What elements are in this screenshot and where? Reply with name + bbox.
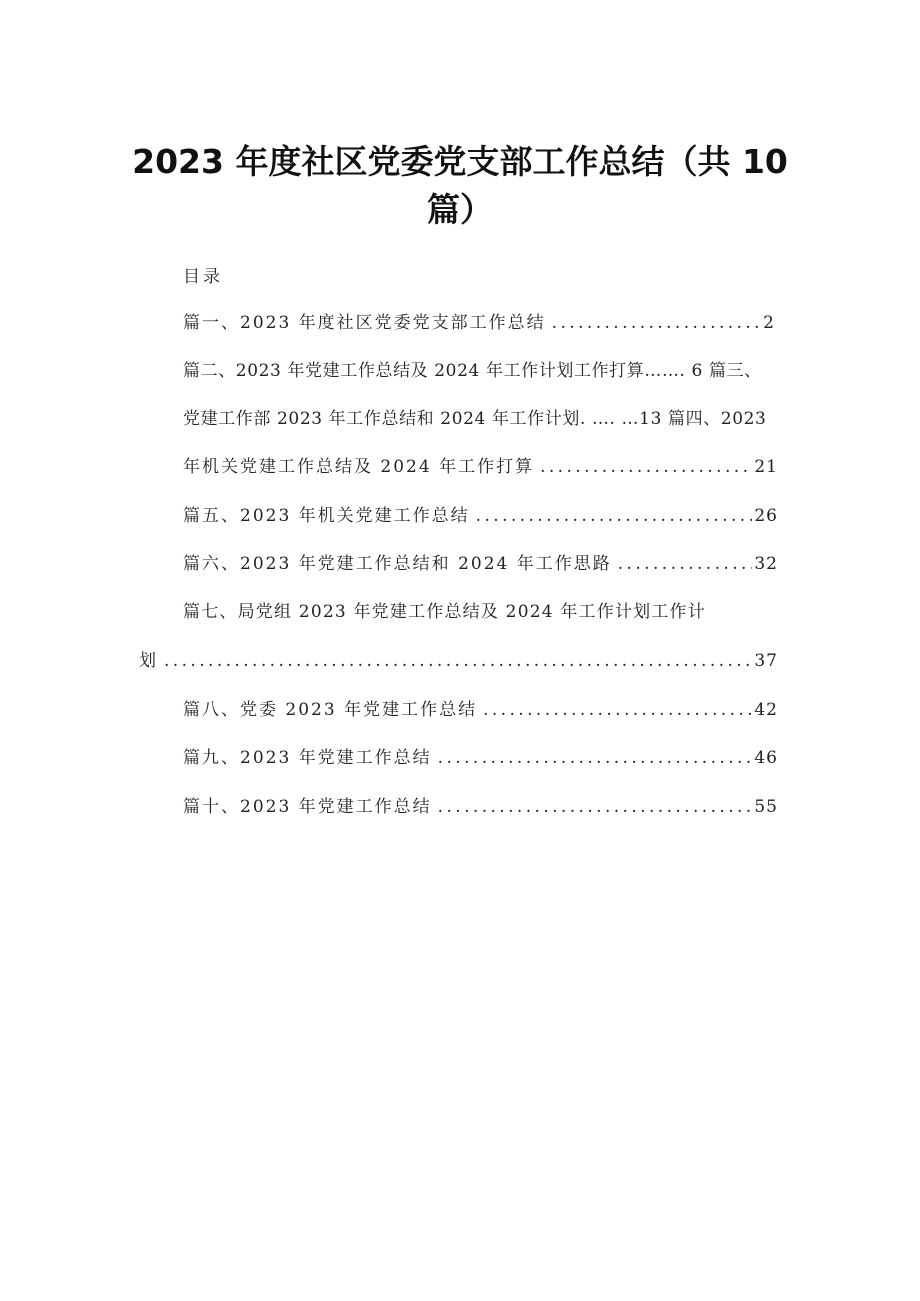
toc-entry-text: 篇九、2023 年党建工作总结 [183, 748, 432, 768]
toc-entry-7[interactable] [183, 597, 763, 627]
toc-page-number: 32 [754, 554, 778, 574]
toc-leader-dots [432, 743, 753, 773]
toc-entry-7-continued[interactable] [139, 646, 778, 676]
toc-entry-6[interactable] [183, 549, 778, 579]
toc-leader-dots [534, 452, 752, 482]
toc-page-number: 42 [754, 700, 778, 720]
toc-entry-4[interactable] [183, 452, 778, 482]
toc-leader-dots [158, 646, 752, 676]
toc-page-number: 21 [754, 457, 778, 477]
toc-entry-2[interactable] [183, 356, 793, 386]
toc-page-number: 37 [754, 651, 778, 671]
toc-page-number: 26 [754, 506, 778, 526]
toc-entry-8[interactable] [183, 695, 778, 725]
toc-entry-text: 篇一、2023 年度社区党委党支部工作总结 [183, 313, 546, 333]
toc-entry-text: 篇五、2023 年机关党建工作总结 [183, 506, 470, 526]
toc-entry-5[interactable] [183, 501, 778, 531]
toc-page-number: 46 [754, 748, 778, 768]
toc-leader-dots [477, 695, 752, 725]
toc-entry-10[interactable] [183, 792, 778, 822]
toc-leader-dots [470, 501, 753, 531]
toc-entry-text: 划 [139, 651, 158, 671]
toc-entry-text: 党建工作部 2023 年工作总结和 2024 年工作计划. …. …13 篇四、2023 [183, 409, 767, 429]
toc-entry-text: 篇六、2023 年党建工作总结和 2024 年工作思路 [183, 554, 612, 574]
toc-entry-text: 篇十、2023 年党建工作总结 [183, 797, 432, 817]
toc-heading: 目录 [183, 267, 223, 287]
toc-leader-dots [612, 549, 753, 579]
toc-leader-dots [432, 792, 753, 822]
toc-entry-text: 篇八、党委 2023 年党建工作总结 [183, 700, 478, 720]
toc-entry-text: 篇七、局党组 2023 年党建工作总结及 2024 年工作计划工作计 [183, 602, 706, 622]
document-title-line1: 2023 年度社区党委党支部工作总结（共 10 [132, 142, 788, 181]
toc-page-number: 55 [754, 797, 778, 817]
toc-entry-text: 年机关党建工作总结及 2024 年工作打算 [183, 457, 535, 477]
toc-entry-9[interactable] [183, 743, 778, 773]
toc-entry-3[interactable] [183, 404, 793, 434]
toc-entry-text: 篇二、2023 年党建工作总结及 2024 年工作计划工作打算……. 6 篇三、 [183, 361, 762, 381]
toc-entry-1[interactable] [183, 308, 775, 338]
toc-page-number: 2 [763, 313, 775, 333]
document-title-line2: 篇） [427, 190, 493, 229]
toc-leader-dots [546, 308, 762, 338]
